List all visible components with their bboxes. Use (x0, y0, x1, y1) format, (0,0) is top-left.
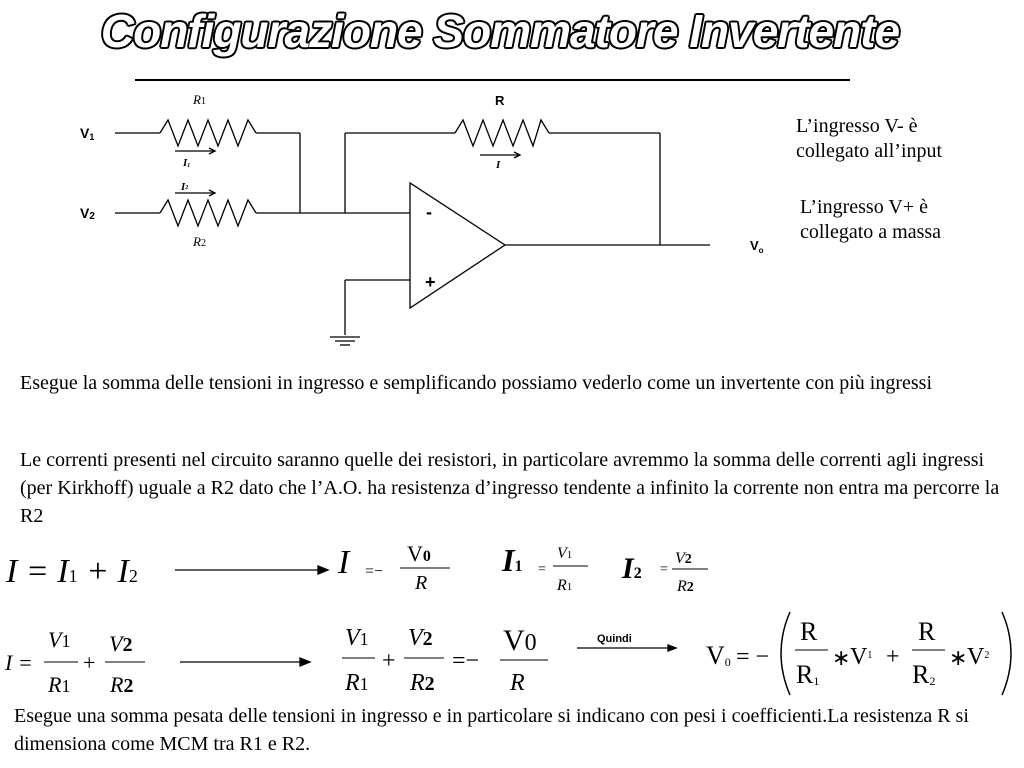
eq-i-symbol: I (338, 544, 350, 581)
eq4-r-num-2: R (918, 617, 936, 646)
eq4-star-1: ∗ (832, 645, 851, 670)
eq3-r2-den: R2 (410, 670, 435, 696)
noninverting-input-sign: + (425, 272, 436, 292)
eq4-left-paren (781, 612, 790, 695)
i2-label: I2 (181, 181, 189, 193)
eq-i1-symbol: I1 (502, 542, 523, 578)
eq-i1-den: R1 (557, 577, 573, 594)
eq2-i-lhs: I = (5, 650, 33, 675)
eq3-vo-num: V0 (503, 624, 537, 657)
eq-vo-num: V0 (407, 541, 431, 566)
eq2-v2-num: V2 (109, 631, 133, 656)
r2-label: R2 (193, 234, 206, 249)
note-noninverting-input: L’ingresso V+ è collegato a massa (800, 196, 942, 243)
eq3-minus-eq: =− (452, 648, 480, 674)
eq-i1-equals: = (538, 562, 546, 577)
eq-i1-num: V1 (557, 545, 573, 562)
eq-i2-symbol: I2 (622, 552, 642, 585)
eq3-r-den: R (510, 670, 525, 696)
eq2-v1-num: V1 (48, 627, 71, 652)
eq4-right-paren (1002, 612, 1011, 695)
r1-label: R1 (193, 92, 206, 107)
eq4-r-num-1: R (800, 617, 818, 646)
eq3-r1-den: R1 (345, 670, 369, 696)
eq4-r1-den: R1 (796, 660, 820, 689)
eq-current-sum: I = I1 + I2 (6, 553, 138, 590)
eq3-v1-num: V1 (345, 625, 369, 651)
eq-i-equals: =− (365, 563, 384, 580)
v1-label: V1 (80, 125, 95, 142)
vo-label: $V_o$ (750, 238, 764, 255)
i1-label: I1 (183, 157, 191, 169)
eq4-v2: $V^2$ (967, 644, 990, 670)
i-label: I (496, 159, 501, 171)
quindi-label: Quindi (597, 633, 632, 645)
eq4-v1: $V^1$ (850, 644, 873, 670)
r-label: R (495, 93, 505, 108)
eq-i2-equals: = (660, 562, 668, 577)
paragraph-2: Le correnti presenti nel circuito saranno quelle dei resistori, in particolare avremmo la somma delle correnti agli ingressi (per Kirkhoff) uguale a R2 dato che l’A.O. ha resistenza d’ingresso tendente a infinito la corrente non entra ma percorre la R2 (20, 449, 1000, 527)
eq2-plus: + (83, 650, 96, 675)
eq2-r2-den: R2 (110, 672, 134, 697)
eq-i2-den: R2 (677, 578, 694, 595)
eq4-eq-minus: = − (736, 644, 770, 670)
paragraph-3: Esegue una somma pesata delle tensioni in ingresso e in particolare si indicano con pesi i coefficienti.La resistenza R si dimensiona come MCM tra R1 e R2. (14, 705, 969, 755)
page-title: Configurazione Sommatore Invertente (100, 5, 900, 57)
eq-r-den: R (415, 572, 428, 594)
eq3-plus: + (382, 648, 396, 674)
eq4-plus: + (886, 644, 900, 670)
eq2-r1-den: R1 (48, 672, 71, 697)
note-inverting-input: L’ingresso V- è collegato all’input (796, 115, 943, 162)
eq4-r2-den: R2 (912, 660, 936, 689)
eq3-v2-num: V2 (408, 625, 433, 651)
eq4-vo: V0 (706, 641, 731, 670)
paragraph-1: Esegue la somma delle tensioni in ingresso e semplificando possiamo vederlo come un invertente con più ingressi (20, 372, 933, 394)
eq-i2-num: V2 (675, 550, 692, 567)
eq4-star-2: ∗ (949, 645, 968, 670)
v2-label: V2 (80, 205, 95, 222)
inverting-input-sign: - (426, 202, 432, 222)
